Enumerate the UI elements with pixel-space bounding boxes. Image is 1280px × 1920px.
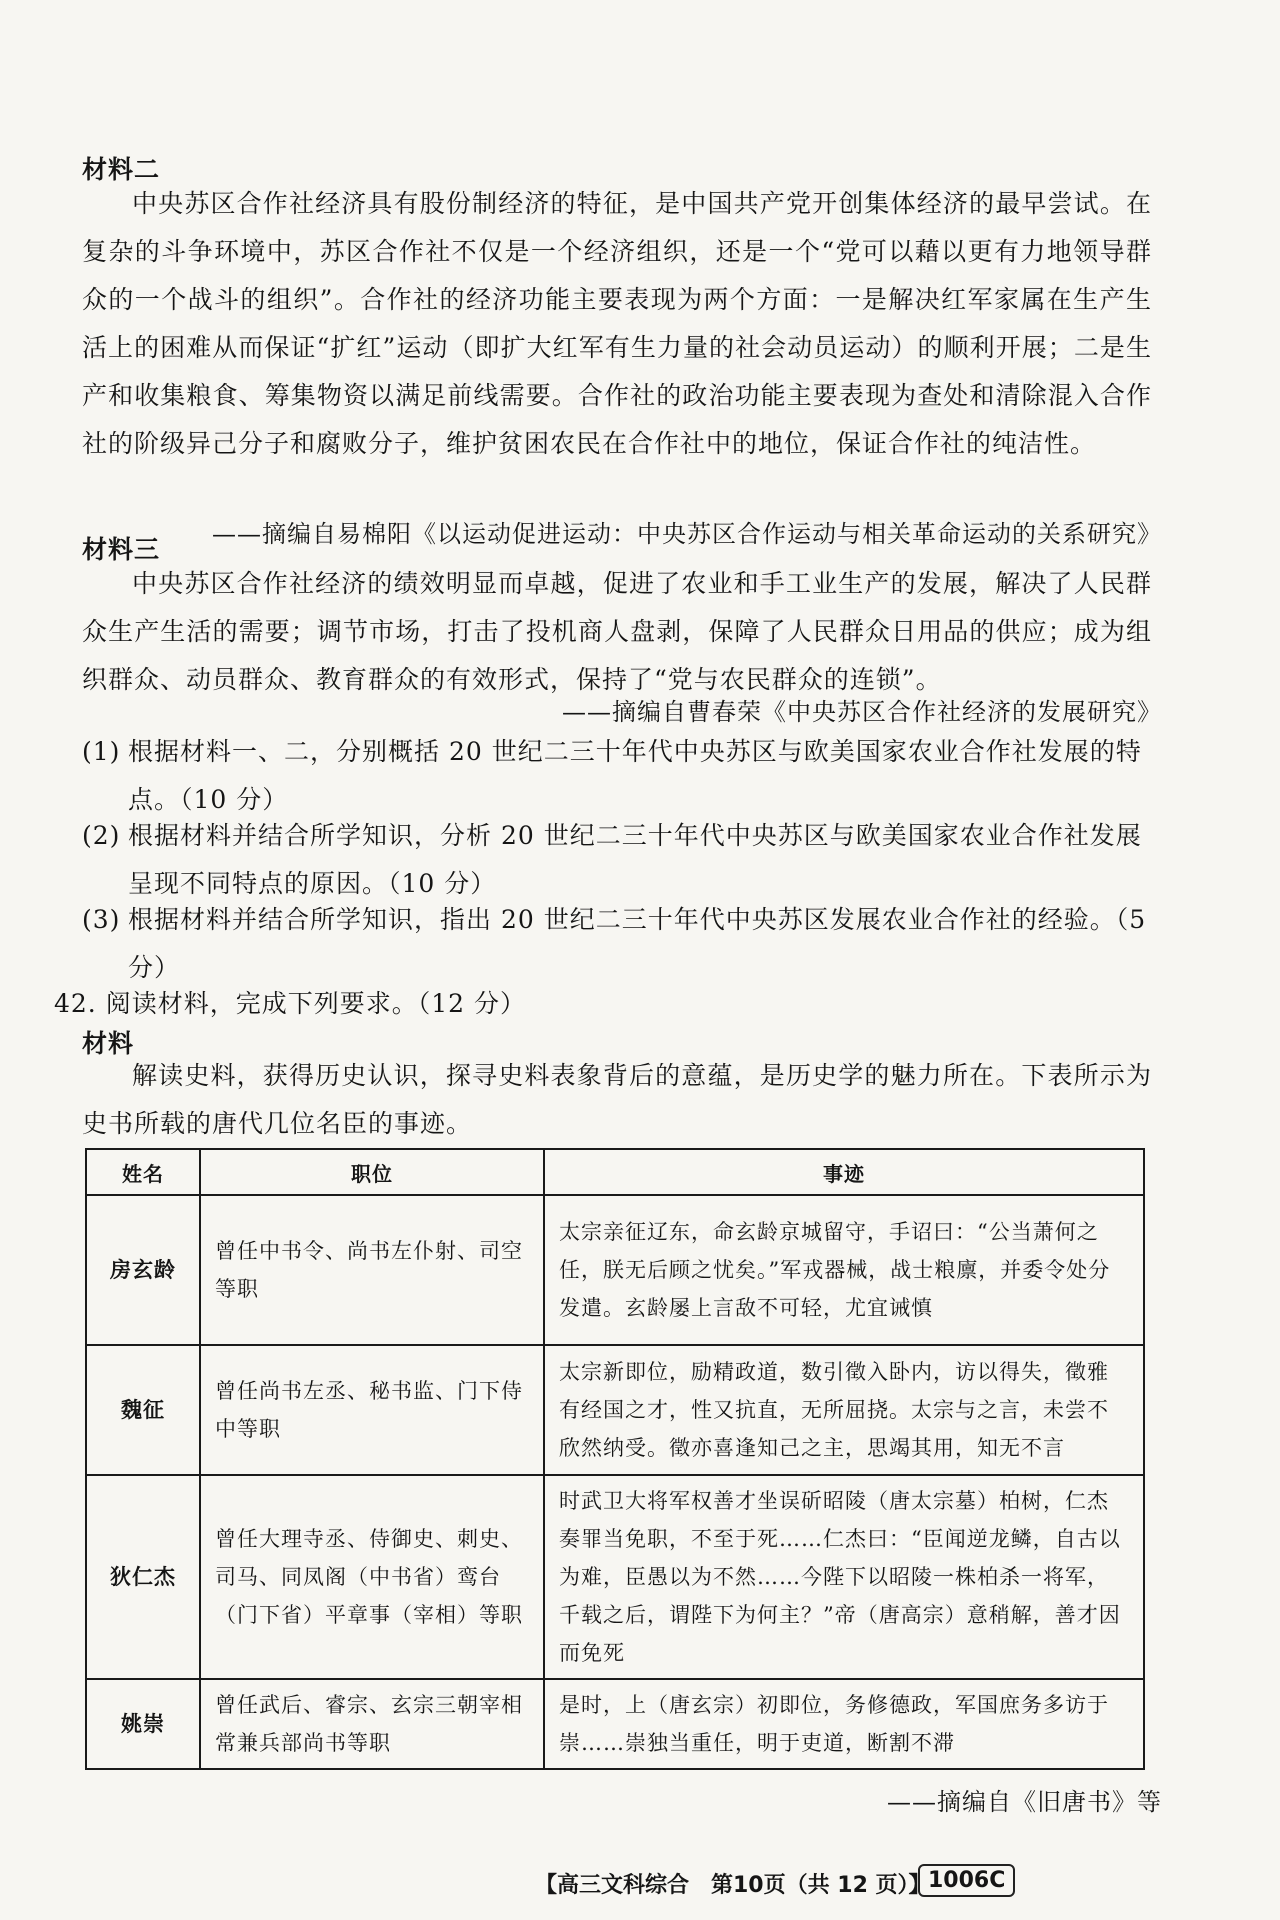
footer-label: 【高三文科综合 第10页（共 12 页）】 (535, 1873, 931, 1898)
header-name: 姓名 (86, 1149, 200, 1195)
material2-source: ——摘编自易棉阳《以运动促进运动：中央苏区合作运动与相关革命运动的关系研究》 (212, 520, 1162, 548)
table-row (86, 1679, 1144, 1769)
cell-position: 曾任大理寺丞、侍御史、刺史、司马、同凤阁（中书省）鸾台（门下省）平章事（宰相）等职 (200, 1475, 544, 1679)
cell-name: 房玄龄 (86, 1195, 200, 1345)
material3-source: ——摘编自曹春荣《中央苏区合作社经济的发展研究》 (562, 698, 1162, 726)
question-number: (2) (82, 821, 121, 850)
question-text: 根据材料并结合所学知识，指出 20 世纪二三十年代中央苏区发展农业合作社的经验。（5 分） (128, 905, 1147, 982)
material3-heading: 材料三 (82, 535, 161, 564)
question-text: 根据材料一、二，分别概括 20 世纪二三十年代中央苏区与欧美国家农业合作社发展的特点。（10 分） (128, 737, 1142, 814)
table-row (86, 1195, 1144, 1345)
cell-name: 姚崇 (86, 1679, 200, 1769)
q42-material-heading: 材料 (82, 1029, 135, 1058)
question-text: 根据材料并结合所学知识，分析 20 世纪二三十年代中央苏区与欧美国家农业合作社发展呈现不同特点的原因。（10 分） (128, 821, 1142, 898)
question-42-title: 42. 阅读材料，完成下列要求。（12 分） (54, 989, 526, 1018)
material2-heading: 材料二 (82, 155, 161, 184)
material2-text: 中央苏区合作社经济具有股份制经济的特征，是中国共产党开创集体经济的最早尝试。在复杂的斗争环境中，苏区合作社不仅是一个经济组织，还是一个“党可以藉以更有力地领导群众的一个战斗的组织”。合作社的经济功能主要表现为两个方面：一是解决红军家属在生产生活上的困难从而保证“扩红”运动（即扩大红军有生力量的社会动员运动）的顺利开展；二是生产和收集粮食、筹集物资以满足前线需要。合作社的政治功能主要表现为查处和清除混入合作社的阶级异己分子和腐败分子，维护贫困农民在合作社中的地位，保证合作社的纯洁性。 (82, 189, 1152, 458)
question-number: (3) (82, 905, 121, 934)
ministers-table (85, 1148, 1145, 1770)
cell-name: 魏征 (86, 1345, 200, 1475)
paper-code-badge: 1006C (918, 1864, 1015, 1897)
question-3 (82, 896, 1162, 992)
table-row (86, 1345, 1144, 1475)
table-header-row (86, 1149, 1144, 1195)
cell-name: 狄仁杰 (86, 1475, 200, 1679)
header-position: 职位 (200, 1149, 544, 1195)
header-deeds: 事迹 (544, 1149, 1144, 1195)
cell-deeds: 太宗亲征辽东，命玄龄京城留守，手诏曰：“公当萧何之任，朕无后顾之忧矣。”军戎器械，战士粮廪，并委令处分发遣。玄龄屡上言敌不可轻，尤宜诫慎 (544, 1195, 1144, 1345)
q42-intro: 解读史料，获得历史认识，探寻史料表象背后的意蕴，是历史学的魅力所在。下表所示为史书所载的唐代几位名臣的事迹。 (82, 1061, 1152, 1138)
cell-position: 曾任中书令、尚书左仆射、司空等职 (200, 1195, 544, 1345)
cell-deeds: 时武卫大将军权善才坐误斫昭陵（唐太宗墓）柏树，仁杰奏罪当免职，不至于死……仁杰曰：“臣闻逆龙鳞，自古以为难，臣愚以为不然……今陛下以昭陵一株柏杀一将军，千载之后，谓陛下为何主？”帝（唐高宗）意稍解，善才因而免死 (544, 1475, 1144, 1679)
question-1 (82, 728, 1162, 824)
cell-position: 曾任尚书左丞、秘书监、门下侍中等职 (200, 1345, 544, 1475)
cell-position: 曾任武后、睿宗、玄宗三朝宰相常兼兵部尚书等职 (200, 1679, 544, 1769)
q42-source: ——摘编自《旧唐书》等 (887, 1788, 1162, 1816)
question-2 (82, 812, 1162, 908)
cell-deeds: 太宗新即位，励精政道，数引徵入卧内，访以得失，徵雅有经国之才，性又抗直，无所屈挠。太宗与之言，未尝不欣然纳受。徵亦喜逢知己之主，思竭其用，知无不言 (544, 1345, 1144, 1475)
question-number: (1) (82, 737, 121, 766)
table-row (86, 1475, 1144, 1679)
material3-text: 中央苏区合作社经济的绩效明显而卓越，促进了农业和手工业生产的发展，解决了人民群众生产生活的需要；调节市场，打击了投机商人盘剥，保障了人民群众日用品的供应；成为组织群众、动员群众、教育群众的有效形式，保持了“党与农民群众的连锁”。 (82, 569, 1152, 694)
cell-deeds: 是时，上（唐玄宗）初即位，务修德政，军国庶务多访于崇……崇独当重任，明于吏道，断割不滞 (544, 1679, 1144, 1769)
